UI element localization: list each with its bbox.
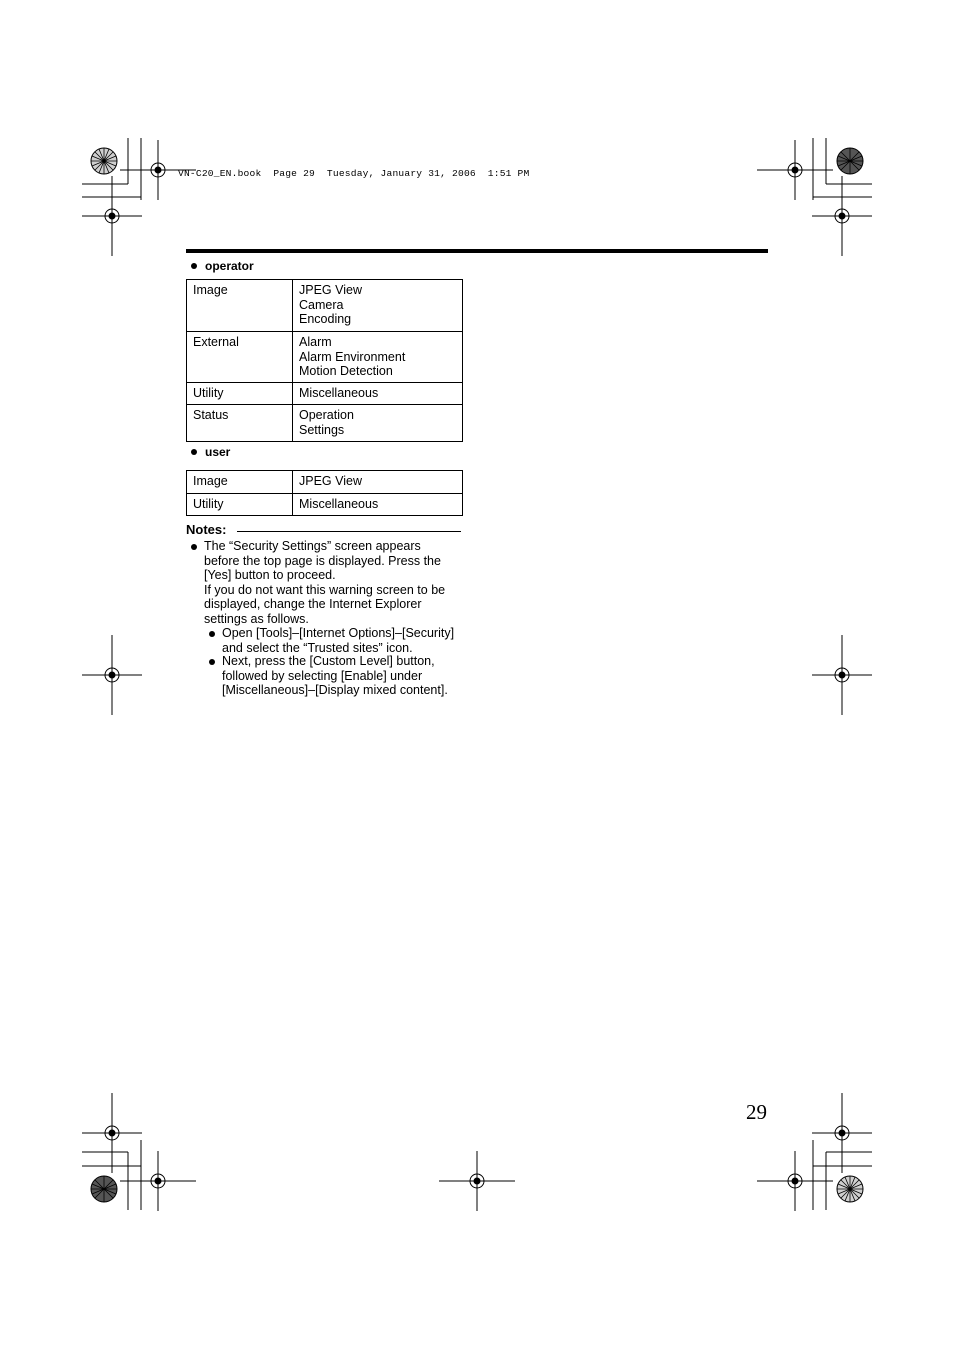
bullet-icon [209, 631, 215, 637]
note-line: and select the “Trusted sites” icon. [222, 640, 413, 655]
note-line: settings as follows. [204, 611, 309, 626]
bullet-icon [191, 449, 197, 455]
user-heading [191, 445, 230, 459]
items-cell [293, 471, 463, 494]
note-main [204, 539, 466, 626]
category-cell: External [187, 332, 293, 383]
item: Alarm Environment [299, 349, 406, 364]
items-cell [293, 280, 463, 332]
note-line: displayed, change the Internet Explorer [204, 597, 422, 611]
note-line: before the top page is displayed. Press the [204, 553, 441, 568]
note-line: [Yes] button to proceed. [204, 568, 336, 582]
item: Motion Detection [299, 364, 393, 378]
table-row [187, 405, 463, 442]
section-rule [186, 249, 768, 253]
note-sub-2 [222, 654, 466, 698]
note-line: followed by selecting [Enable] under [222, 668, 423, 683]
items-cell [293, 494, 463, 516]
operator-permission-table [186, 279, 463, 442]
user-label: user [205, 445, 231, 459]
table-row [187, 471, 463, 494]
bullet-icon [191, 263, 197, 269]
note-line: The “Security Settings” screen appears [204, 539, 421, 553]
item: Settings [299, 422, 345, 437]
category-cell: Status [187, 405, 293, 442]
table-row [187, 332, 463, 383]
note-line: Next, press the [Custom Level] button, [222, 654, 435, 668]
notes-rule [237, 531, 461, 532]
item: Encoding [299, 312, 352, 326]
note-line: [Miscellaneous]–[Display mixed content]. [222, 683, 448, 697]
item: Miscellaneous [299, 497, 379, 511]
item: JPEG View [299, 283, 362, 297]
item: Miscellaneous [299, 386, 379, 400]
item: Operation [299, 408, 354, 422]
note-line: If you do not want this warning screen to be [204, 582, 446, 597]
user-permission-table [186, 470, 463, 516]
table-row [187, 280, 463, 332]
note-sub-1 [222, 626, 466, 655]
table-row [187, 383, 463, 405]
item: Camera [299, 297, 344, 312]
book-file-info: VN-C20_EN.book Page 29 Tuesday, January 31, 2006 1:51 PM [178, 168, 530, 179]
item: JPEG View [299, 474, 362, 488]
table-row [187, 494, 463, 516]
items-cell [293, 332, 463, 383]
notes-title: Notes: [186, 522, 227, 537]
operator-heading [191, 259, 254, 273]
category-cell: Image [187, 471, 293, 494]
bullet-icon [191, 544, 197, 550]
category-cell: Utility [187, 383, 293, 405]
category-cell: Utility [187, 494, 293, 516]
items-cell [293, 383, 463, 405]
item: Alarm [299, 335, 332, 349]
page-number: 29 [746, 1100, 767, 1124]
category-cell: Image [187, 280, 293, 332]
operator-label: operator [205, 259, 254, 273]
bullet-icon [209, 659, 215, 665]
items-cell [293, 405, 463, 442]
note-line: Open [Tools]–[Internet Options]–[Security] [222, 626, 455, 640]
